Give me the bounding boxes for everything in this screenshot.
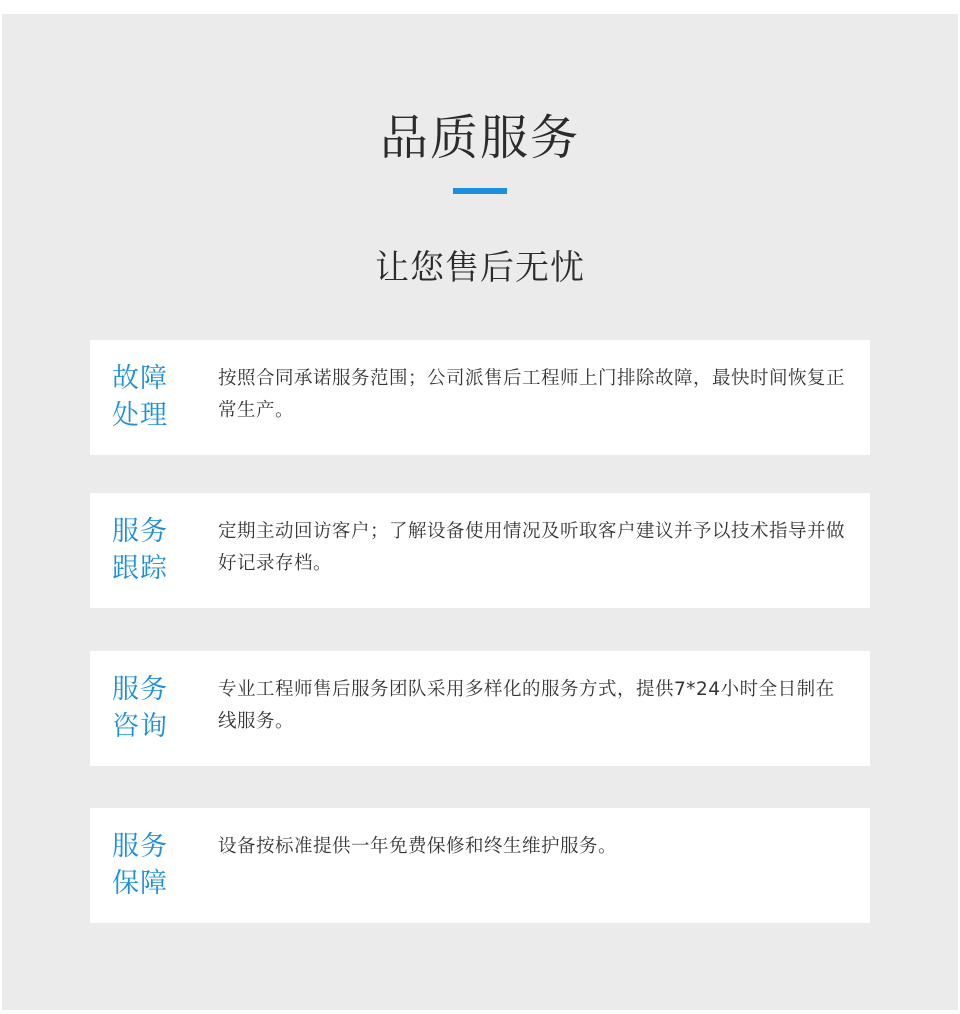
card-label: 服务 咨询 bbox=[112, 674, 168, 742]
card-label: 服务 跟踪 bbox=[112, 516, 168, 584]
card-description: 设备按标准提供一年免费保修和终生维护服务。 bbox=[218, 836, 618, 857]
service-card-consulting bbox=[90, 651, 870, 766]
card-description: 定期主动回访客户；了解设备使用情况及听取客户建议并予以技术指导并做好记录存档。 bbox=[218, 521, 846, 574]
title-underline bbox=[453, 188, 507, 194]
service-card-guarantee bbox=[90, 808, 870, 923]
service-card-fault-handling bbox=[90, 340, 870, 455]
page-subtitle: 让您售后无忧 bbox=[375, 248, 585, 288]
service-card-tracking bbox=[90, 493, 870, 608]
page-title: 品质服务 bbox=[379, 110, 580, 166]
card-label: 故障 处理 bbox=[112, 363, 168, 431]
card-description: 按照合同承诺服务范围；公司派售后工程师上门排除故障，最快时间恢复正常生产。 bbox=[218, 368, 846, 421]
card-description: 专业工程师售后服务团队采用多样化的服务方式，提供7*24小时全日制在线服务。 bbox=[218, 679, 835, 732]
card-label: 服务 保障 bbox=[112, 831, 168, 899]
